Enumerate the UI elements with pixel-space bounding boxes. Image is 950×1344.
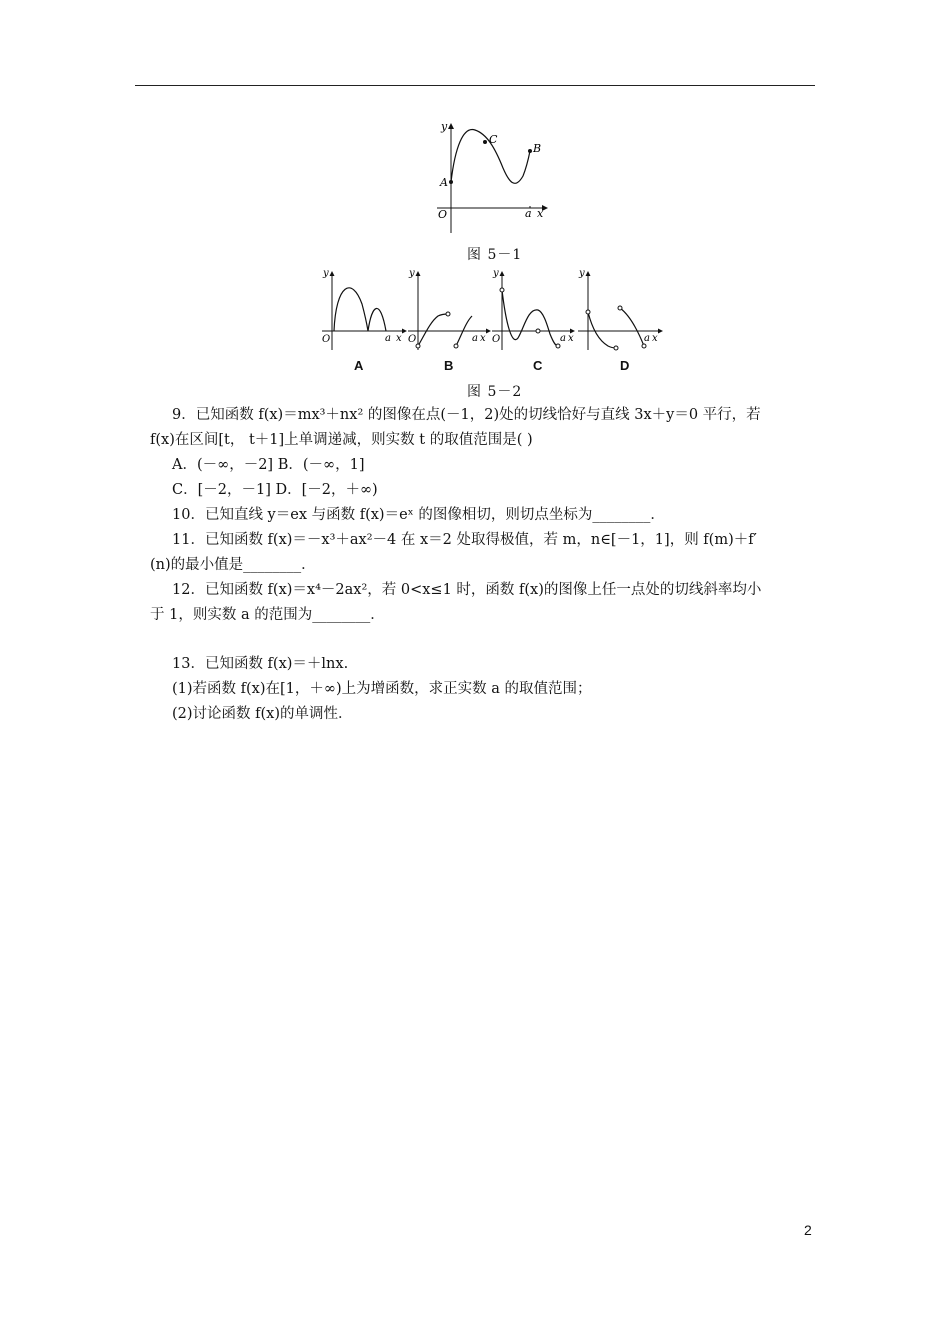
page-number: 2 (804, 1222, 812, 1238)
problem-13-stem: 13．已知函数 f(x)＝＋lnx. (172, 656, 349, 672)
problem-11-line-2: (n)的最小值是________． (150, 557, 316, 573)
svg-text:y: y (323, 268, 329, 279)
svg-text:x: x (568, 333, 574, 344)
figure-5-2-caption: 图 5－2 (467, 384, 523, 400)
x-label: x (537, 207, 544, 220)
problem-9-choices-ab: A．(－∞，－2] B．(－∞，1] (172, 457, 365, 473)
point-b-label: B (533, 142, 542, 155)
figure-5-1 (425, 118, 555, 238)
problem-9-line-2: f(x)在区间[t， t＋1]上单调递减，则实数 t 的取值范围是( ) (150, 432, 533, 448)
svg-text:O: O (492, 334, 501, 345)
svg-text:a: a (385, 333, 391, 344)
svg-text:a: a (472, 333, 478, 344)
option-d-label: D (620, 358, 630, 373)
svg-text:a: a (644, 333, 650, 344)
svg-text:x: x (396, 333, 402, 344)
problem-12-line-1: 12．已知函数 f(x)＝x⁴－2ax²，若 0<x≤1 时，函数 f(x)的图像上任一点处的切线斜率均小 (172, 582, 762, 598)
figure-5-2 (318, 264, 668, 354)
option-c-label: C (533, 358, 543, 373)
svg-text:y: y (409, 268, 415, 279)
point-a (449, 180, 453, 184)
figure-5-1-caption: 图 5－1 (467, 247, 523, 263)
point-a-label: A (440, 176, 448, 189)
svg-text:y: y (493, 268, 499, 279)
problem-13-part-2: (2)讨论函数 f(x)的单调性． (172, 706, 353, 722)
point-c (483, 140, 487, 144)
problem-12-line-2: 于 1，则实数 a 的范围为________． (150, 607, 385, 623)
point-b (528, 149, 532, 153)
origin-label: O (438, 208, 448, 221)
svg-text:O: O (322, 334, 331, 345)
svg-text:x: x (652, 333, 658, 344)
point-c-label: C (489, 133, 498, 146)
problem-11-line-1: 11．已知函数 f(x)＝－x³＋ax²－4 在 x＝2 处取得极值，若 m，n∈[－1，1]，则 f(m)＋f′ (172, 532, 757, 548)
svg-text:x: x (480, 333, 486, 344)
a-label: a (525, 207, 532, 220)
problem-9-choices-cd: C．[－2，－1] D．[－2，＋∞) (172, 482, 378, 498)
problem-10: 10．已知直线 y＝ex 与函数 f(x)＝eˣ 的图像相切，则切点坐标为________． (172, 507, 665, 523)
graph-option-c (492, 268, 574, 350)
problem-9-line-1: 9．已知函数 f(x)＝mx³＋nx² 的图像在点(－1，2)处的切线恰好与直线 3x＋y＝0 平行，若 (172, 407, 761, 423)
svg-text:y: y (579, 268, 585, 279)
graph-option-d (578, 268, 662, 350)
option-b-label: B (444, 358, 454, 373)
svg-text:O: O (408, 334, 417, 345)
graph-option-a (322, 268, 406, 350)
header-rule (135, 85, 815, 86)
problem-13-part-1: (1)若函数 f(x)在[1，＋∞)上为增函数，求正实数 a 的取值范围； (172, 681, 592, 697)
graph-option-b (408, 268, 490, 350)
svg-text:a: a (560, 333, 566, 344)
option-a-label: A (354, 358, 364, 373)
y-label: y (441, 120, 448, 133)
